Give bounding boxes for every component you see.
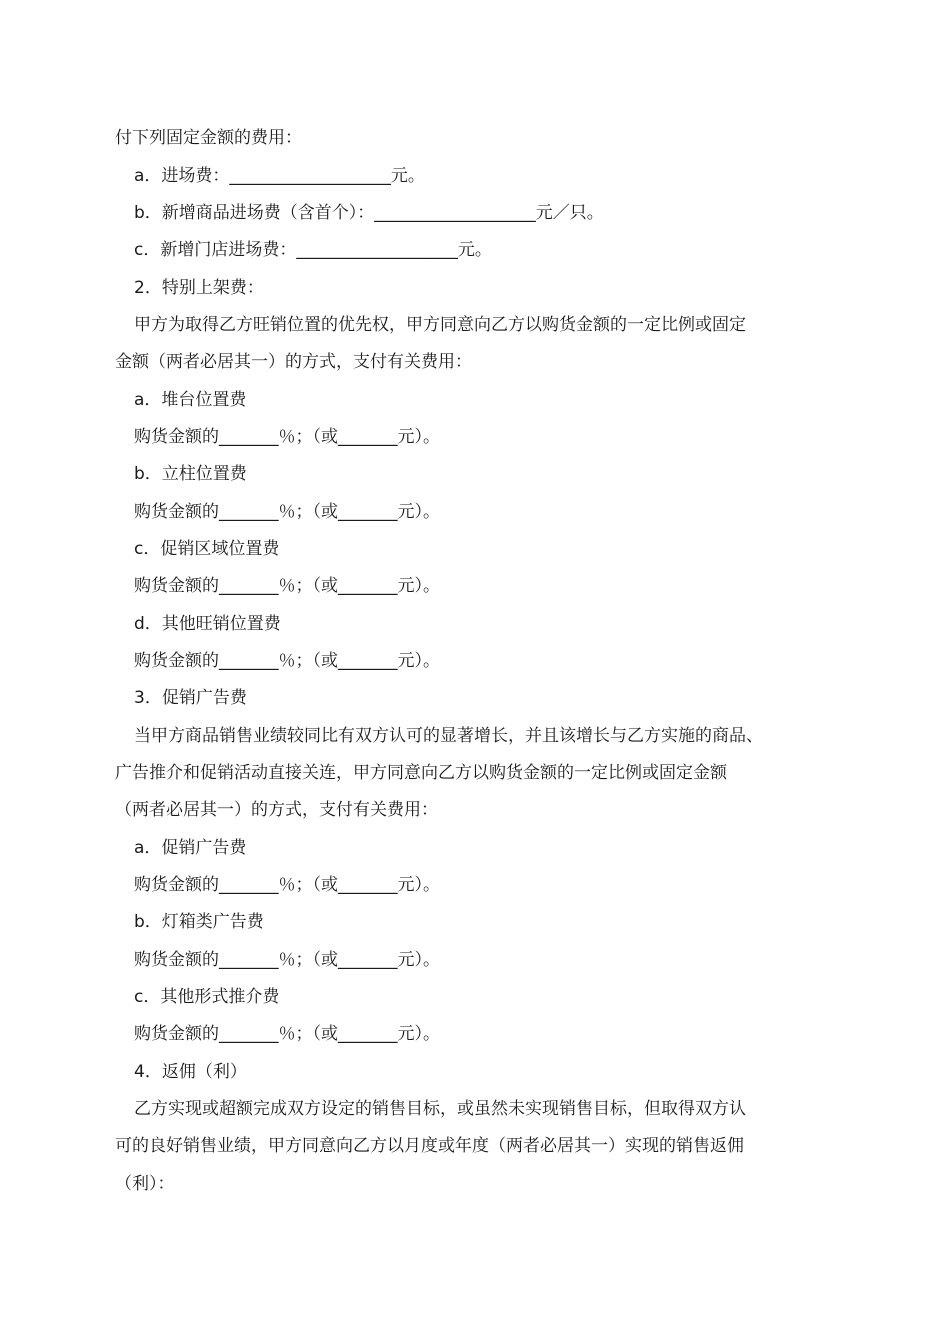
paragraph-line: （利）： <box>115 1174 175 1194</box>
fill-in-line: 购货金额的_______％；（或_______元）。 <box>134 950 440 970</box>
section-heading: 4．返佣（利） <box>134 1062 247 1082</box>
section-heading: 2．特别上架费： <box>134 278 264 298</box>
list-item: c．促销区域位置费 <box>134 539 280 559</box>
list-item: d．其他旺销位置费 <box>134 614 281 634</box>
fill-in-line: 购货金额的_______％；（或_______元）。 <box>134 651 440 671</box>
list-item: a．堆台位置费 <box>134 390 247 410</box>
list-item-c-new-store-fee: c．新增门店进场费：___________________元。 <box>134 240 492 260</box>
fill-in-line: 购货金额的_______％；（或_______元）。 <box>134 502 440 522</box>
text-line: 付下列固定金额的费用： <box>115 128 302 148</box>
list-item: b．立柱位置费 <box>134 464 247 484</box>
fill-in-line: 购货金额的_______％；（或_______元）。 <box>134 875 440 895</box>
paragraph-line: （两者必居其一）的方式，支付有关费用： <box>115 800 438 820</box>
paragraph-line: 乙方实现或超额完成双方设定的销售目标，或虽然未实现销售目标，但取得双方认 <box>134 1099 746 1119</box>
paragraph-line: 甲方为取得乙方旺销位置的优先权，甲方同意向乙方以购货金额的一定比例或固定 <box>134 315 746 335</box>
list-item: c．其他形式推介费 <box>134 987 280 1007</box>
list-item: a．促销广告费 <box>134 838 247 858</box>
list-item-a-entry-fee: a．进场费：___________________元。 <box>134 166 425 186</box>
fill-in-line: 购货金额的_______％；（或_______元）。 <box>134 576 440 596</box>
fill-in-line: 购货金额的_______％；（或_______元）。 <box>134 427 440 447</box>
paragraph-line: 可的良好销售业绩，甲方同意向乙方以月度或年度（两者必居其一）实现的销售返佣 <box>115 1136 744 1156</box>
paragraph-line: 广告推介和促销活动直接关连，甲方同意向乙方以购货金额的一定比例或固定金额 <box>115 763 727 783</box>
section-heading: 3．促销广告费 <box>134 688 247 708</box>
list-item-b-new-product-fee: b．新增商品进场费（含首个）：___________________元／只。 <box>134 203 604 223</box>
fill-in-line: 购货金额的_______％；（或_______元）。 <box>134 1024 440 1044</box>
paragraph-line: 金额（两者必居其一）的方式，支付有关费用： <box>115 352 472 372</box>
paragraph-line: 当甲方商品销售业绩较同比有双方认可的显著增长，并且该增长与乙方实施的商品、 <box>134 726 763 746</box>
list-item: b．灯箱类广告费 <box>134 912 264 932</box>
